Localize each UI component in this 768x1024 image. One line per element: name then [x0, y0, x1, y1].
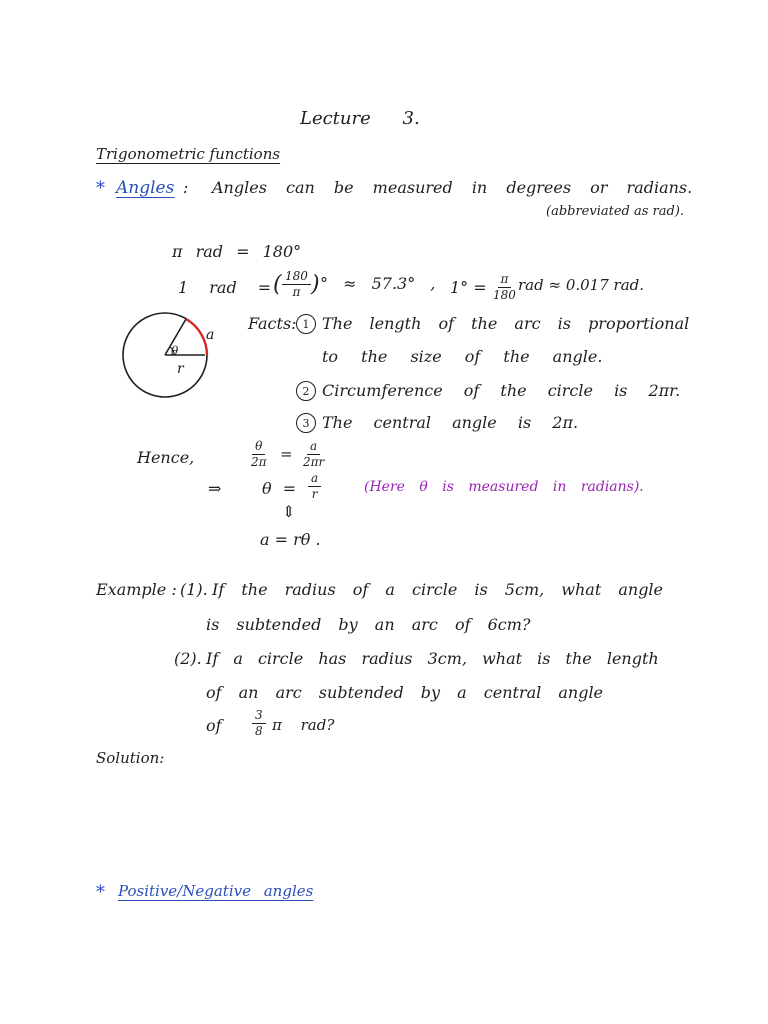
fraction-3-over-8 [252, 709, 266, 738]
fraction-theta-over-2pi [248, 440, 270, 469]
fact-1-line-1: The length of the arc is proportional [322, 314, 690, 333]
fraction-numerator: 180 [282, 270, 311, 285]
fraction-denominator: π [292, 285, 301, 300]
fraction-numerator: a [307, 440, 320, 455]
lecture-number: 3 [402, 108, 414, 129]
facts-label: Facts: [248, 314, 297, 333]
fact-3-number: 3 [296, 413, 316, 433]
example-2-line-1: If a circle has radius 3cm, what is the length [206, 649, 659, 668]
fraction-a-over-r [308, 472, 321, 501]
fact-1-number: 1 [296, 314, 316, 334]
example-1-line-1: If the radius of a circle is 5cm, what angle [212, 580, 664, 599]
posneg-bullet: * [96, 882, 105, 903]
example-1-line-2: is subtended by an arc of 6cm? [206, 615, 531, 634]
example-2-number: (2). [174, 649, 202, 668]
red-arc [186, 319, 207, 355]
fraction-denominator: 180 [493, 288, 516, 303]
one-rad-lhs: 1 rad = [178, 278, 272, 297]
angles-abbrev: (abbreviated as rad). [546, 204, 685, 219]
arc-label: a [206, 327, 215, 343]
fraction-a-over-2pir [300, 440, 327, 469]
fact-1-line-2: to the size of the angle. [322, 347, 603, 366]
paren-close: ) [311, 272, 320, 297]
solution-label: Solution: [96, 749, 165, 767]
lecture-dot: . [413, 108, 420, 129]
radius-label: r [177, 361, 184, 377]
pi-rad-formula: π rad = 180° [172, 242, 302, 261]
iff-arrow: ⇕ [282, 502, 296, 521]
angles-bullet: * [96, 178, 105, 199]
fraction-denominator: 2πr [303, 455, 325, 470]
equals-sign: = [280, 445, 293, 463]
implies-arrow: ⇒ [208, 479, 222, 498]
fraction-numerator: π [498, 273, 512, 288]
example-1-number: (1). [180, 580, 208, 599]
theta-equals: θ = [262, 479, 297, 498]
example-2-line-3: π rad? [272, 716, 335, 734]
fraction-denominator: 2π [251, 455, 267, 470]
posneg-heading: Positive/Negative angles [118, 882, 314, 900]
fraction-numerator: θ [252, 440, 265, 455]
fact-2-number: 2 [296, 381, 316, 401]
one-rad-rest: ° ≈ 57.3° , [320, 274, 436, 293]
fraction-denominator: r [311, 487, 318, 502]
radians-note: (Here θ is measured in radians). [364, 479, 644, 495]
fact-2-text: Circumference of the circle is 2πr. [322, 381, 681, 400]
lecture-word: Lecture [300, 108, 371, 129]
paren-open: ( [273, 272, 282, 297]
arc-length-result: a = rθ . [260, 530, 321, 549]
fraction-numerator: 3 [252, 709, 266, 724]
example-2-line-2: of an arc subtended by a central angle [206, 683, 604, 702]
section-title: Trigonometric functions [96, 145, 281, 163]
example-label: Example : [96, 580, 177, 599]
fact-3-text: The central angle is 2π. [322, 413, 579, 432]
example-2-of: of [206, 716, 222, 735]
angle-label: θ [171, 344, 179, 358]
one-deg-rest: rad ≈ 0.017 rad. [518, 276, 645, 294]
fraction-denominator: 8 [255, 724, 263, 739]
fraction-numerator: a [308, 472, 321, 487]
angles-intro: Angles can be measured in degrees or radians. [212, 178, 693, 197]
one-deg-lhs: 1° = [450, 278, 487, 297]
angles-colon: : [183, 178, 189, 197]
angles-heading: Angles [116, 178, 175, 198]
hence-label: Hence, [137, 448, 195, 467]
